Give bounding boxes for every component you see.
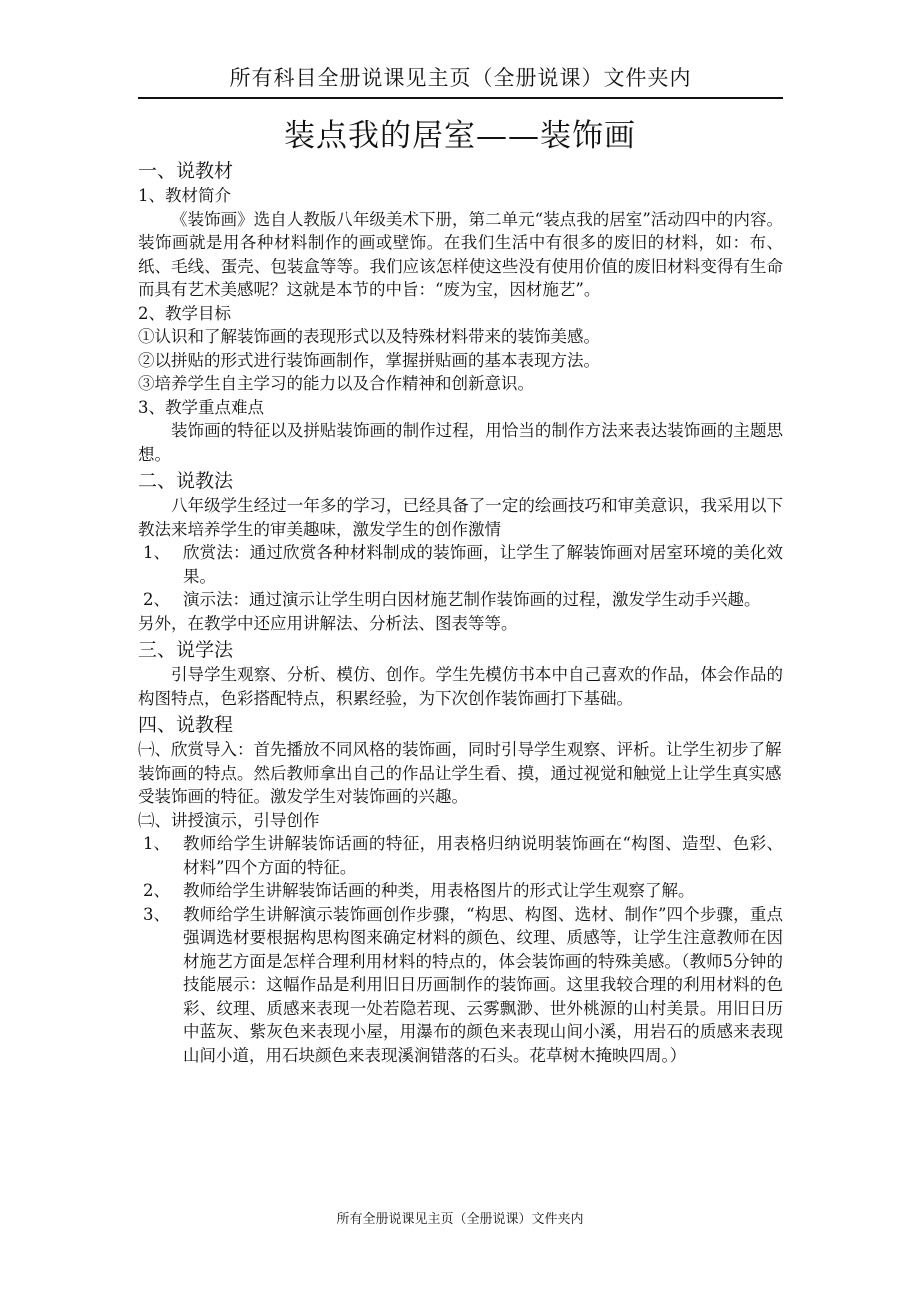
list-text: 欣赏法：通过欣赏各种材料制成的装饰画，让学生了解装饰画对居室环境的美化效果。 (183, 543, 783, 586)
document-title: 装点我的居室——装饰画 (284, 118, 636, 154)
list-item (138, 903, 783, 1068)
list-item (138, 879, 783, 903)
paragraph-learning-method: 引导学生观察、分析、模仿、创作。学生先模仿书本中自己喜欢的作品，体会作品的构图特点，色彩搭配特点，积累经验，为下次创作装饰画打下基础。 (138, 665, 783, 708)
list-text: 演示法：通过演示让学生明白因材施艺制作装饰画的过程，激发学生动手兴趣。 (183, 590, 761, 609)
section-heading-3: 三、说学法 (138, 639, 234, 661)
header-divider (138, 97, 783, 99)
section-heading-4: 四、说教程 (138, 714, 234, 736)
list-item (138, 541, 783, 588)
paragraph-other-methods: 另外，在教学中还应用讲解法、分析法、图表等等。 (138, 613, 518, 633)
list-number: 1、 (143, 543, 170, 562)
list-number: 2、 (143, 590, 170, 609)
goal-item: ③培养学生自主学习的能力以及合作精神和创新意识。 (138, 374, 534, 393)
list-item (138, 588, 783, 612)
section-heading-1: 一、说教材 (138, 160, 234, 182)
page-footer: 所有全册说课见主页（全册说课）文件夹内 (336, 1212, 584, 1227)
list-text: 教师给学生讲解装饰话画的特征，用表格归纳说明装饰画在“构图、造型、色彩、材料”四个方面的特征。 (183, 834, 783, 877)
paragraph-key-points: 装饰画的特征以及拼贴装饰画的制作过程，用恰当的制作方法来表达装饰画的主题思想。 (138, 421, 783, 464)
page-header: 所有科目全册说课见主页（全册说课）文件夹内 (229, 66, 692, 90)
subheading-demonstration: ㈡、讲授演示，引导创作 (138, 810, 320, 830)
paragraph-textbook-intro: 《装饰画》选自人教版八年级美术下册，第二单元“装点我的居室”活动四中的内容。装饰画就是用各种材料制作的画或壁饰。在我们生活中有很多的废旧的材料，如：布、纸、毛线、蛋壳、包装盒等等。我们应该怎样使这些没有使用价值的废旧材料变得有生命而具有艺术美感呢？这就是本节的中旨：“废为宝，因材施艺”。 (138, 209, 783, 299)
list-number: 3、 (143, 904, 170, 924)
subheading-key-points: 3、教学重点难点 (138, 397, 264, 417)
list-text: 教师给学生讲解装饰话画的种类，用表格图片的形式让学生观察了解。 (183, 881, 695, 900)
part-text: 首先播放不同风格的装饰画，同时引导学生观察、评析。让学生初步了解装饰画的特点。然后教师拿出自己的作品让学生看、摸，通过视觉和触觉上让学生真实感受装饰画的特征。激发学生对装饰画的兴趣。 (138, 740, 782, 806)
list-number: 2、 (143, 881, 170, 900)
list-item (138, 832, 783, 879)
part-title: ㈠、欣赏导入： (138, 740, 254, 759)
list-text: 教师给学生讲解演示装饰画创作步骤，“构思、构图、选材、制作”四个步骤，重点强调选材要根据构思构图来确定材料的颜色、纹理、质感等，让学生注意教师在因材施艺方面是怎样合理利用材料的特点的，体会装饰画的特殊美感。（教师5分钟的技能展示：这幅作品是利用旧日历画制作的装饰画。这里我较合理的利用材料的色彩、纹理、质感来表现一处若隐若现、云雾飘渺、世外桃源的山村美景。用旧日历中蓝灰、紫灰色来表现小屋，用瀑布的颜色来表现山间小溪，用岩石的质感来表现山间小道，用石块颜色来表现溪涧错落的石头。花草树木掩映四周。） (183, 904, 783, 1065)
subheading-teaching-goals: 2、教学目标 (138, 303, 231, 323)
goal-item: ①认识和了解装饰画的表现形式以及特殊材料带来的装饰美感。 (138, 327, 600, 346)
paragraph-teaching-method-intro: 八年级学生经过一年多的学习，已经具备了一定的绘画技巧和审美意识，我采用以下教法来培养学生的审美趣味，激发学生的创作激情 (138, 496, 783, 539)
subheading-textbook-intro: 1、教材简介 (138, 186, 231, 205)
section-heading-2: 二、说教法 (138, 470, 234, 492)
document-body (138, 158, 783, 1067)
paragraph-appreciation-intro (138, 738, 783, 809)
goal-item: ②以拼贴的形式进行装饰画制作，掌握拼贴画的基本表现方法。 (138, 350, 600, 370)
list-number: 1、 (143, 834, 170, 853)
